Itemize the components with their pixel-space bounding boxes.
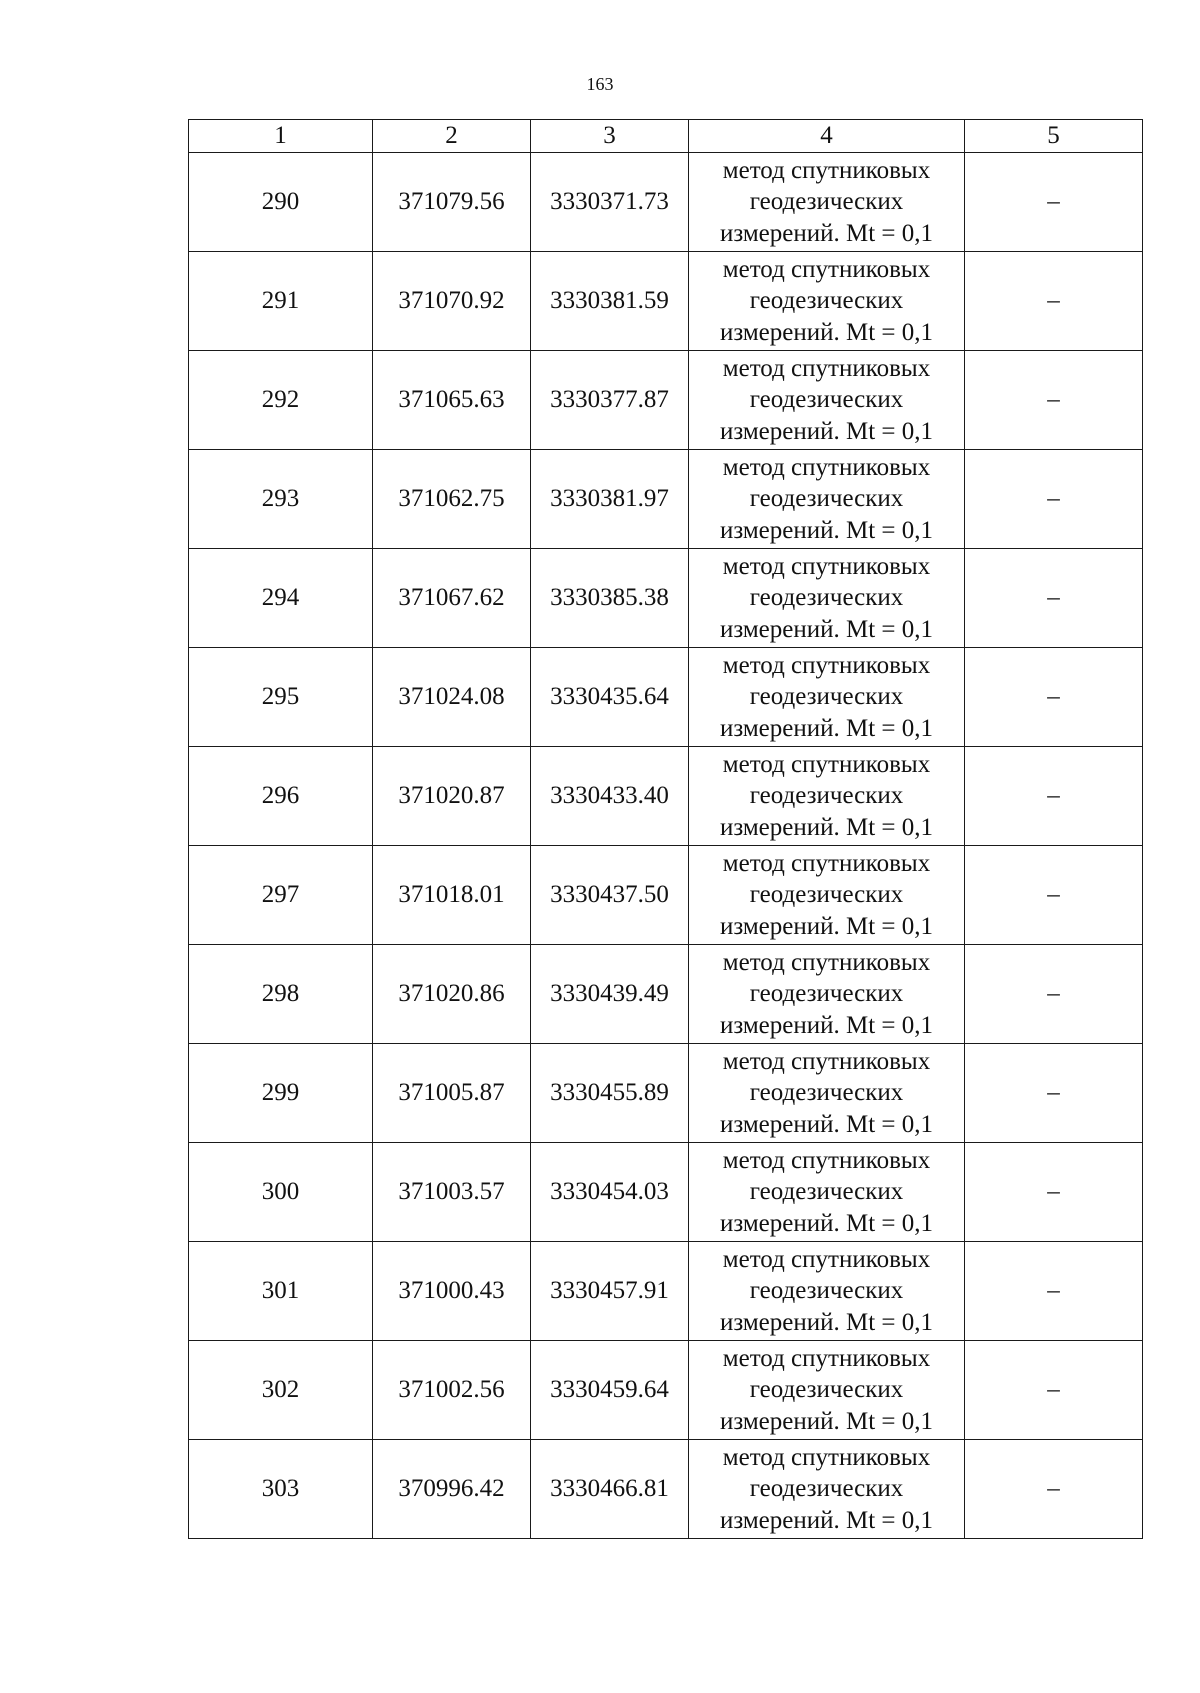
method-text-line: геодезических bbox=[749, 1475, 904, 1503]
method-text-line: геодезических bbox=[749, 683, 904, 711]
x-coordinate-cell: 371024.08 bbox=[373, 648, 531, 747]
note-cell: – bbox=[965, 252, 1143, 351]
note-cell: – bbox=[965, 450, 1143, 549]
table-row bbox=[189, 846, 1143, 945]
note-cell: – bbox=[965, 648, 1143, 747]
point-number-cell: 295 bbox=[189, 648, 373, 747]
note-cell: – bbox=[965, 945, 1143, 1044]
method-cell bbox=[689, 1440, 965, 1539]
table-row bbox=[189, 1143, 1143, 1242]
point-number-cell: 300 bbox=[189, 1143, 373, 1242]
method-text-line: измерений. Mt = 0,1 bbox=[719, 219, 934, 247]
method-text-line: метод спутниковых bbox=[722, 156, 931, 184]
y-coordinate-cell: 3330433.40 bbox=[531, 747, 689, 846]
method-cell bbox=[689, 1341, 965, 1440]
header-cell-5: 5 bbox=[965, 120, 1143, 153]
method-text-line: геодезических bbox=[749, 881, 904, 909]
table-row bbox=[189, 1242, 1143, 1341]
y-coordinate-cell: 3330435.64 bbox=[531, 648, 689, 747]
coordinates-table-container bbox=[188, 119, 1142, 1539]
method-cell bbox=[689, 945, 965, 1044]
point-number-cell: 293 bbox=[189, 450, 373, 549]
note-cell: – bbox=[965, 1440, 1143, 1539]
point-number-cell: 298 bbox=[189, 945, 373, 1044]
method-text-line: измерений. Mt = 0,1 bbox=[719, 1011, 934, 1039]
table-header bbox=[189, 120, 1143, 153]
table-row bbox=[189, 747, 1143, 846]
method-text-line: измерений. Mt = 0,1 bbox=[719, 1308, 934, 1336]
table-body bbox=[189, 153, 1143, 1539]
note-cell: – bbox=[965, 1044, 1143, 1143]
method-text-line: геодезических bbox=[749, 485, 904, 513]
x-coordinate-cell: 371062.75 bbox=[373, 450, 531, 549]
method-text-line: метод спутниковых bbox=[722, 1245, 931, 1273]
header-cell-3: 3 bbox=[531, 120, 689, 153]
method-text-line: измерений. Mt = 0,1 bbox=[719, 318, 934, 346]
table-row bbox=[189, 450, 1143, 549]
point-number-cell: 290 bbox=[189, 153, 373, 252]
method-text-line: измерений. Mt = 0,1 bbox=[719, 615, 934, 643]
method-text-line: геодезических bbox=[749, 1277, 904, 1305]
method-text-line: геодезических bbox=[749, 584, 904, 612]
x-coordinate-cell: 371018.01 bbox=[373, 846, 531, 945]
x-coordinate-cell: 371070.92 bbox=[373, 252, 531, 351]
header-cell-1: 1 bbox=[189, 120, 373, 153]
point-number-cell: 302 bbox=[189, 1341, 373, 1440]
method-cell bbox=[689, 846, 965, 945]
y-coordinate-cell: 3330454.03 bbox=[531, 1143, 689, 1242]
method-text-line: измерений. Mt = 0,1 bbox=[719, 417, 934, 445]
note-cell: – bbox=[965, 351, 1143, 450]
table-row bbox=[189, 945, 1143, 1044]
x-coordinate-cell: 371079.56 bbox=[373, 153, 531, 252]
method-cell bbox=[689, 1044, 965, 1143]
x-coordinate-cell: 371003.57 bbox=[373, 1143, 531, 1242]
method-cell bbox=[689, 153, 965, 252]
point-number-cell: 301 bbox=[189, 1242, 373, 1341]
note-cell: – bbox=[965, 846, 1143, 945]
method-text-line: измерений. Mt = 0,1 bbox=[719, 912, 934, 940]
method-cell bbox=[689, 252, 965, 351]
method-text-line: измерений. Mt = 0,1 bbox=[719, 1407, 934, 1435]
page-number: 163 bbox=[586, 74, 614, 94]
header-cell-4: 4 bbox=[689, 120, 965, 153]
table-row bbox=[189, 549, 1143, 648]
note-cell: – bbox=[965, 747, 1143, 846]
x-coordinate-cell: 371067.62 bbox=[373, 549, 531, 648]
method-text-line: измерений. Mt = 0,1 bbox=[719, 1506, 934, 1534]
table-row bbox=[189, 153, 1143, 252]
method-text-line: метод спутниковых bbox=[722, 1146, 931, 1174]
method-text-line: геодезических bbox=[749, 782, 904, 810]
x-coordinate-cell: 371020.87 bbox=[373, 747, 531, 846]
method-text-line: измерений. Mt = 0,1 bbox=[719, 714, 934, 742]
table-row bbox=[189, 648, 1143, 747]
x-coordinate-cell: 371005.87 bbox=[373, 1044, 531, 1143]
method-cell bbox=[689, 351, 965, 450]
table-row bbox=[189, 1044, 1143, 1143]
method-text-line: измерений. Mt = 0,1 bbox=[719, 1209, 934, 1237]
method-text-line: метод спутниковых bbox=[722, 354, 931, 382]
y-coordinate-cell: 3330377.87 bbox=[531, 351, 689, 450]
y-coordinate-cell: 3330381.59 bbox=[531, 252, 689, 351]
method-text-line: геодезических bbox=[749, 1376, 904, 1404]
point-number-cell: 292 bbox=[189, 351, 373, 450]
header-row bbox=[189, 120, 1143, 153]
method-text-line: метод спутниковых bbox=[722, 453, 931, 481]
method-text-line: геодезических bbox=[749, 1079, 904, 1107]
header-cell-2: 2 bbox=[373, 120, 531, 153]
x-coordinate-cell: 371065.63 bbox=[373, 351, 531, 450]
table-row bbox=[189, 351, 1143, 450]
y-coordinate-cell: 3330455.89 bbox=[531, 1044, 689, 1143]
method-cell bbox=[689, 1242, 965, 1341]
method-text-line: геодезических bbox=[749, 980, 904, 1008]
point-number-cell: 294 bbox=[189, 549, 373, 648]
note-cell: – bbox=[965, 549, 1143, 648]
point-number-cell: 297 bbox=[189, 846, 373, 945]
coordinates-table bbox=[188, 119, 1143, 1539]
method-text-line: метод спутниковых bbox=[722, 948, 931, 976]
method-text-line: геодезических bbox=[749, 188, 904, 216]
x-coordinate-cell: 371002.56 bbox=[373, 1341, 531, 1440]
y-coordinate-cell: 3330371.73 bbox=[531, 153, 689, 252]
note-cell: – bbox=[965, 1242, 1143, 1341]
method-text-line: измерений. Mt = 0,1 bbox=[719, 1110, 934, 1138]
method-cell bbox=[689, 648, 965, 747]
method-text-line: метод спутниковых bbox=[722, 255, 931, 283]
y-coordinate-cell: 3330385.38 bbox=[531, 549, 689, 648]
point-number-cell: 299 bbox=[189, 1044, 373, 1143]
x-coordinate-cell: 371000.43 bbox=[373, 1242, 531, 1341]
table-row bbox=[189, 252, 1143, 351]
method-cell bbox=[689, 549, 965, 648]
point-number-cell: 303 bbox=[189, 1440, 373, 1539]
point-number-cell: 296 bbox=[189, 747, 373, 846]
y-coordinate-cell: 3330466.81 bbox=[531, 1440, 689, 1539]
method-text-line: метод спутниковых bbox=[722, 552, 931, 580]
method-text-line: метод спутниковых bbox=[722, 750, 931, 778]
method-text-line: метод спутниковых bbox=[722, 1443, 931, 1471]
y-coordinate-cell: 3330437.50 bbox=[531, 846, 689, 945]
y-coordinate-cell: 3330381.97 bbox=[531, 450, 689, 549]
method-text-line: измерений. Mt = 0,1 bbox=[719, 813, 934, 841]
method-text-line: метод спутниковых bbox=[722, 1344, 931, 1372]
method-text-line: метод спутниковых bbox=[722, 849, 931, 877]
table-row bbox=[189, 1341, 1143, 1440]
method-cell bbox=[689, 450, 965, 549]
y-coordinate-cell: 3330459.64 bbox=[531, 1341, 689, 1440]
method-text-line: измерений. Mt = 0,1 bbox=[719, 516, 934, 544]
note-cell: – bbox=[965, 1143, 1143, 1242]
method-cell bbox=[689, 1143, 965, 1242]
point-number-cell: 291 bbox=[189, 252, 373, 351]
y-coordinate-cell: 3330439.49 bbox=[531, 945, 689, 1044]
method-text-line: геодезических bbox=[749, 386, 904, 414]
method-text-line: метод спутниковых bbox=[722, 651, 931, 679]
y-coordinate-cell: 3330457.91 bbox=[531, 1242, 689, 1341]
note-cell: – bbox=[965, 153, 1143, 252]
note-cell: – bbox=[965, 1341, 1143, 1440]
method-text-line: геодезических bbox=[749, 1178, 904, 1206]
method-cell bbox=[689, 747, 965, 846]
x-coordinate-cell: 370996.42 bbox=[373, 1440, 531, 1539]
x-coordinate-cell: 371020.86 bbox=[373, 945, 531, 1044]
method-text-line: геодезических bbox=[749, 287, 904, 315]
method-text-line: метод спутниковых bbox=[722, 1047, 931, 1075]
table-row bbox=[189, 1440, 1143, 1539]
